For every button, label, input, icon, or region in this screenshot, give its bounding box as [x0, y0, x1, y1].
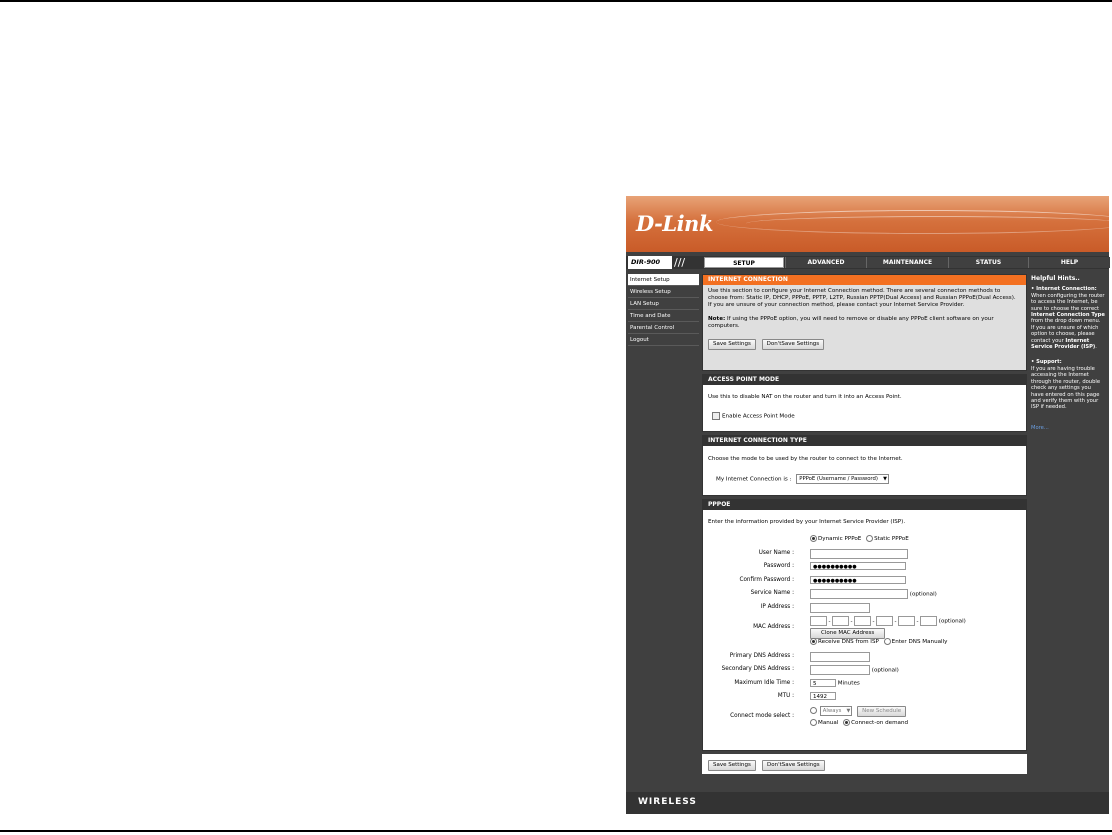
dlink-logo: D-Link [636, 211, 713, 236]
password-label: Password : [763, 563, 794, 569]
sidebar-item-logout[interactable]: Logout [628, 334, 699, 346]
mac-octet-2-input[interactable] [832, 616, 849, 626]
help-ic-end: . [1095, 344, 1097, 351]
internet-connection-section [702, 274, 1027, 371]
connect-on-demand-label: Connect-on demand [851, 720, 909, 726]
sidebar-item-wireless-setup[interactable]: Wireless Setup [628, 286, 699, 298]
sidebar-item-lan-setup[interactable]: LAN Setup [628, 298, 699, 310]
help-ic-heading: • Internet Connection: [1031, 286, 1097, 293]
help-internet-connection [1031, 286, 1105, 350]
connection-type-select[interactable]: PPPoE (Username / Password) ▼ [796, 474, 889, 484]
note-label: Note: [708, 316, 726, 322]
ip-address-input[interactable] [810, 603, 870, 613]
model-slash-decor: /// [674, 256, 686, 269]
mac-octet-4-input[interactable] [876, 616, 893, 626]
user-name-label: User Name : [758, 549, 794, 556]
page-top-rule [0, 0, 1112, 2]
mac-separator: - [828, 618, 831, 625]
enable-ap-mode-label: Enable Access Point Mode [722, 413, 795, 420]
connection-type-text: Choose the mode to be used by the router to connect to the Internet. [708, 456, 903, 462]
confirm-password-label: Confirm Password : [739, 576, 794, 583]
sidebar-item-time-and-date[interactable]: Time and Date [628, 310, 699, 322]
tab-maintenance[interactable]: MAINTENANCE [866, 257, 948, 268]
ip-address-label: IP Address : [760, 603, 794, 610]
internet-connection-title: INTERNET CONNECTION [703, 275, 1026, 285]
mac-separator: - [894, 618, 897, 625]
internet-connection-type-title: INTERNET CONNECTION TYPE [703, 436, 1026, 446]
sidebar-item-parental-control[interactable]: Parental Control [628, 322, 699, 334]
clone-mac-address-button[interactable]: Clone MAC Address [810, 628, 885, 639]
tab-status[interactable]: STATUS [948, 257, 1028, 268]
tab-advanced[interactable]: ADVANCED [785, 257, 866, 268]
main-content [702, 274, 1027, 774]
receive-dns-from-isp-radio[interactable] [810, 638, 817, 645]
footer-bar [626, 792, 1109, 814]
internet-connection-type-section [702, 435, 1027, 496]
connect-on-demand-radio[interactable] [843, 719, 850, 726]
connect-mode-label: Connect mode select : [730, 712, 794, 719]
static-pppoe-radio[interactable] [866, 535, 873, 542]
note-text: If using the PPPoE option, you will need to remove or disable any PPPoE client software on your computers. [708, 316, 994, 329]
help-ic-text1: When configuring the router to access the Internet, be sure to choose the correct [1031, 292, 1105, 312]
enter-dns-manually-radio[interactable] [884, 638, 891, 645]
mac-octet-5-input[interactable] [898, 616, 915, 626]
sidebar [628, 274, 699, 354]
mac-address-label: MAC Address : [753, 624, 794, 630]
bottom-buttons-bar [702, 754, 1027, 774]
help-ic-bold: Internet Connection Type [1031, 312, 1105, 319]
mtu-label: MTU : [777, 693, 794, 699]
service-name-label: Service Name : [750, 590, 794, 596]
secondary-dns-optional: (optional) [871, 667, 899, 674]
service-name-optional: (optional) [909, 591, 937, 598]
mac-separator: - [916, 618, 919, 625]
max-idle-time-input[interactable]: 5 [810, 679, 836, 687]
intro-note [708, 316, 1021, 330]
intro-text: Use this section to configure your Internet Connection method. There are several connecton methods to choose from: Static IP, DHCP, PPPoE, PPTP, L2TP, Russian PPTP(Dual Access) and Russian PPPoE(Dual Access). If you are unsure of your connection method, please contact your Internet Service Provider. [708, 288, 1016, 308]
secondary-dns-label: Secondary DNS Address : [721, 666, 794, 672]
bottom-dont-save-settings-button[interactable]: Don'tSave Settings [762, 760, 825, 771]
sidebar-item-internet-setup[interactable]: Internet Setup [628, 274, 699, 286]
schedule-select[interactable]: Always ▼ [820, 706, 853, 716]
page-bottom-rule [0, 830, 1112, 832]
new-schedule-button[interactable]: New Schedule [857, 706, 906, 717]
minutes-label: Minutes [837, 680, 860, 686]
model-label: DIR-900 [628, 256, 672, 269]
help-ic-bold2: Internet Service Provider (ISP) [1031, 337, 1096, 351]
manual-radio[interactable] [810, 719, 817, 726]
help-support-heading: • Support: [1031, 359, 1062, 366]
access-point-mode-title: ACCESS POINT MODE [703, 375, 1026, 385]
access-point-mode-text: Use this to disable NAT on the router and turn it into an Access Point. [708, 394, 902, 400]
banner-swoosh-2 [746, 216, 1109, 231]
header-banner [626, 196, 1109, 252]
help-ic-text2: from the drop down menu. If you are unsure of which option to choose, please contact your [1031, 318, 1101, 344]
schedule-radio[interactable] [810, 707, 817, 714]
bottom-save-settings-button[interactable]: Save Settings [708, 760, 756, 771]
static-pppoe-label: Static PPPoE [874, 536, 909, 542]
help-panel [1028, 274, 1108, 788]
confirm-password-input[interactable]: ●●●●●●●●●● [810, 576, 906, 584]
enter-dns-manually-label: Enter DNS Manually [891, 639, 948, 645]
pppoe-title: PPPOE [703, 500, 1026, 510]
secondary-dns-input[interactable] [810, 665, 870, 675]
receive-dns-from-isp-label: Receive DNS from ISP [818, 639, 879, 645]
mac-separator: - [872, 618, 875, 625]
access-point-mode-section [702, 374, 1027, 432]
help-more-link[interactable]: More... [1031, 424, 1049, 431]
save-settings-button[interactable]: Save Settings [708, 339, 756, 350]
router-ui-frame [626, 196, 1109, 814]
enable-ap-mode-checkbox[interactable] [712, 412, 720, 420]
primary-dns-label: Primary DNS Address : [729, 652, 794, 659]
service-name-input[interactable] [810, 589, 908, 599]
tab-help[interactable]: HELP [1028, 257, 1110, 268]
helpful-hints-title: Helpful Hints.. [1031, 275, 1080, 282]
help-support [1031, 359, 1105, 410]
manual-label: Manual [818, 720, 839, 726]
mac-octet-6-input[interactable] [920, 616, 937, 626]
mtu-input[interactable]: 1492 [810, 692, 836, 700]
tab-setup[interactable]: SETUP [704, 257, 784, 268]
user-name-input[interactable] [810, 549, 908, 559]
pppoe-section [702, 499, 1027, 751]
dynamic-pppoe-radio[interactable] [810, 535, 817, 542]
primary-dns-input[interactable] [810, 652, 870, 662]
footer-wireless-text: WIRELESS [638, 797, 697, 807]
help-support-text: If you are having trouble accessing the Internet through the router, double check any settings you have entered on this page and verify them with your ISP if needed. [1031, 365, 1101, 411]
top-nav [626, 256, 1109, 269]
mac-octet-3-input[interactable] [854, 616, 871, 626]
connection-type-label: My Internet Connection is : [716, 476, 792, 483]
mac-address-optional: (optional) [938, 618, 966, 625]
password-input[interactable]: ●●●●●●●●●● [810, 562, 906, 570]
max-idle-time-label: Maximum Idle Time : [734, 679, 794, 686]
pppoe-text: Enter the information provided by your Internet Service Provider (ISP). [708, 519, 906, 525]
mac-separator: - [850, 618, 853, 625]
dynamic-pppoe-label: Dynamic PPPoE [818, 536, 862, 542]
dont-save-settings-button[interactable]: Don'tSave Settings [762, 339, 825, 350]
mac-octet-1-input[interactable] [810, 616, 827, 626]
